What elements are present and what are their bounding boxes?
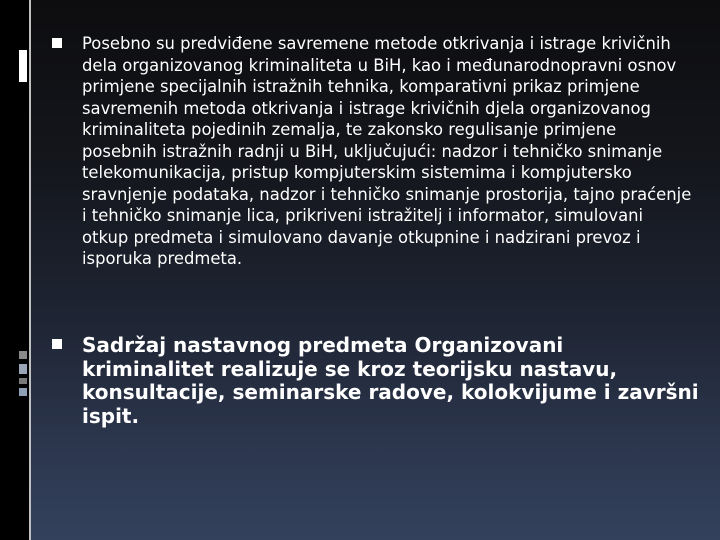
left-vertical-rule [29,0,31,540]
bullet-text-1: Posebno su predviđene savremene metode otkrivanja i istrage krivičnih dela organizovanog kriminaliteta u BiH, kao i međunarodnopravni osnov primjene specijalnih istražnih tehnika, komparativni prikaz primjene savremenih metoda otkrivanja i istrage krivičnih djela organizovanog kriminaliteta pojedinih zemalja, te zakonsko regulisanje primjene posebnih istražnih radnji u BiH, uključujući: nadzor i tehničko snimanje telekomunikacija, pristup kompjuterskim sistemima i kompjutersko sravnjenje podataka, nadzor i tehničko snimanje prostorija, tajno praćenje i tehničko snimanje lica, prikriveni istražitelj i informator, simulovani otkup predmeta i simulovano davanje otkupnine i nadzirani prevoz i isporuka predmeta. [82,34,692,268]
square-bullet-icon [52,339,62,349]
square-bullet-icon [52,38,62,48]
accent-block-middle-4 [19,388,27,396]
accent-block-middle-2 [19,364,27,374]
accent-block-middle-1 [19,351,27,359]
accent-block-top [19,50,27,82]
accent-block-middle-3 [19,378,27,384]
bullet-text-2: Sadržaj nastavnog predmeta Organizovani kriminalitet realizuje se kroz teorijsku nastavu, konsultacije, seminarske radove, kolokvijume i završni ispit. [82,333,699,428]
